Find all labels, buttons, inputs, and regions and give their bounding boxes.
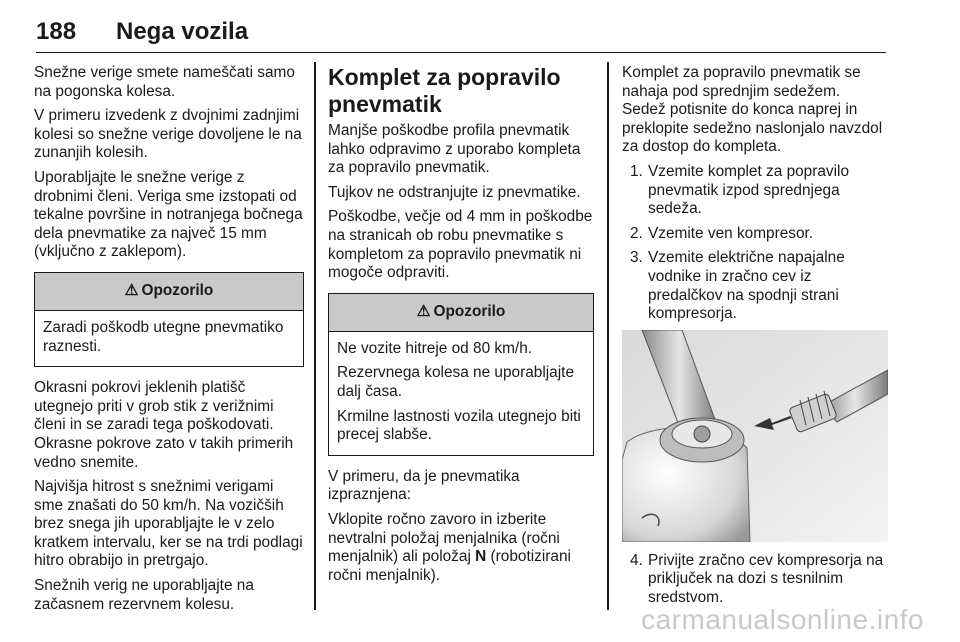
page-header <box>36 12 886 53</box>
paragraph: V primeru, da je pnevmatika izpraznjena: <box>328 467 520 504</box>
warning-body <box>35 311 303 366</box>
list-item <box>630 552 888 608</box>
paragraph: V primeru izvedenk z dvojnimi zadnjimi kolesi so snežne verige dovoljene le na zunanjih kolesih. <box>34 107 302 162</box>
chapter-title: Nega vozila <box>116 18 249 45</box>
paragraph: Tujkov ne odstranjujte iz pnevmatike. <box>328 183 581 201</box>
column-middle <box>328 64 594 591</box>
gear-position-label: N <box>475 548 487 566</box>
warning-box <box>34 272 304 367</box>
warning-box <box>328 293 594 456</box>
step-text: Vzemite električne napajalne vodnike in zračno cev iz predalčkov na spodnji strani kompresorja. <box>648 249 845 323</box>
paragraph: Najvišja hitrost s snežnimi verigami sme znašati do 50 km/h. Na vozičših brez snega jih uporabljajte le v zelo kratkem intervalu, ker se na trdi podlagi hitro obrabijo in pretrgajo. <box>34 478 303 570</box>
step-text: Vzemite komplet za popravilo pnevmatik izpod sprednjega sedeža. <box>648 162 850 218</box>
paragraph: Komplet za popravilo pnevmatik se nahaja pod sprednjim sedežem. Sedež potisnite do konca naprej in preklopite sedežno naslonjalo navzdol za dostop do kompleta. <box>622 64 883 156</box>
steps-list <box>622 163 888 324</box>
step-text: Privijte zračno cev kompresorja na priključek na dozi s tesnilnim sredstvom. <box>648 551 884 606</box>
list-item <box>630 225 888 244</box>
paragraph: Snežne verige smete nameščati samo na pogonska kolesa. <box>34 64 295 100</box>
warning-title: Opozorilo <box>433 302 506 320</box>
step-number: 2. <box>630 224 643 242</box>
step-number: 1. <box>630 162 643 180</box>
section-heading: Komplet za popravilo pnevmatik <box>328 64 561 117</box>
step-number: 3. <box>630 249 643 267</box>
paragraph <box>328 511 594 585</box>
warning-title: Opozorilo <box>141 282 214 300</box>
step-number: 4. <box>630 551 643 569</box>
text-run: (robotizirani ročni menjalnik). <box>328 548 571 584</box>
paragraph: Snežnih verig ne uporabljajte na začasnem rezervnem kolesu. <box>34 577 254 613</box>
warning-header <box>35 273 303 311</box>
column-divider <box>314 62 316 610</box>
warning-text: Zaradi poškodb utegne pnevmatiko raznesti. <box>43 318 284 355</box>
compressor-hose-illustration <box>622 330 888 542</box>
watermark: carmanualsonline.info <box>641 604 924 635</box>
step-text: Vzemite ven kompresor. <box>648 224 814 242</box>
list-item <box>630 163 888 219</box>
warning-icon: ⚠ <box>124 282 139 300</box>
page-number: 188 <box>36 18 77 45</box>
paragraph: Manjše poškodbe profila pnevmatik lahko odpravimo z uporabo kompleta za popravilo pnevmatik. <box>328 122 581 177</box>
paragraph: Okrasni pokrovi jeklenih platišč utegnejo priti v grob stik z verižnimi členi in se zaradi tega poškodovati. Okrasne pokrove zato v takih primerih vedno snemite. <box>34 379 294 471</box>
warning-line: Ne vozite hitreje od 80 km/h. <box>337 339 533 357</box>
steps-list-continued <box>622 552 888 608</box>
text-run: Vklopite ročno zavoro in izberite nevtralni položaj menjalnika (ročni menjalnik) ali položaj <box>328 510 560 566</box>
list-item <box>630 249 888 323</box>
warning-body <box>329 332 593 455</box>
paragraph: Poškodbe, večje od 4 mm in poškodbe na stranicah ob robu pnevmatike s kompletom za popravilo pnevmatik ni mogoče odpraviti. <box>328 208 593 282</box>
warning-line: Krmilne lastnosti vozila utegnejo biti precej slabše. <box>337 407 581 444</box>
warning-icon: ⚠ <box>416 302 431 320</box>
paragraph: Uporabljajte le snežne verige z drobnimi členi. Veriga sme izstopati od tekalne površine in notranjega bočnega dela pnevmatike za največ 15 mm (vključno z zaklepom). <box>34 168 303 261</box>
column-right <box>622 64 888 614</box>
column-left <box>34 64 304 620</box>
warning-line: Rezervnega kolesa ne uporabljajte dalj časa. <box>337 364 574 400</box>
column-divider <box>607 62 609 610</box>
warning-header <box>329 294 593 332</box>
